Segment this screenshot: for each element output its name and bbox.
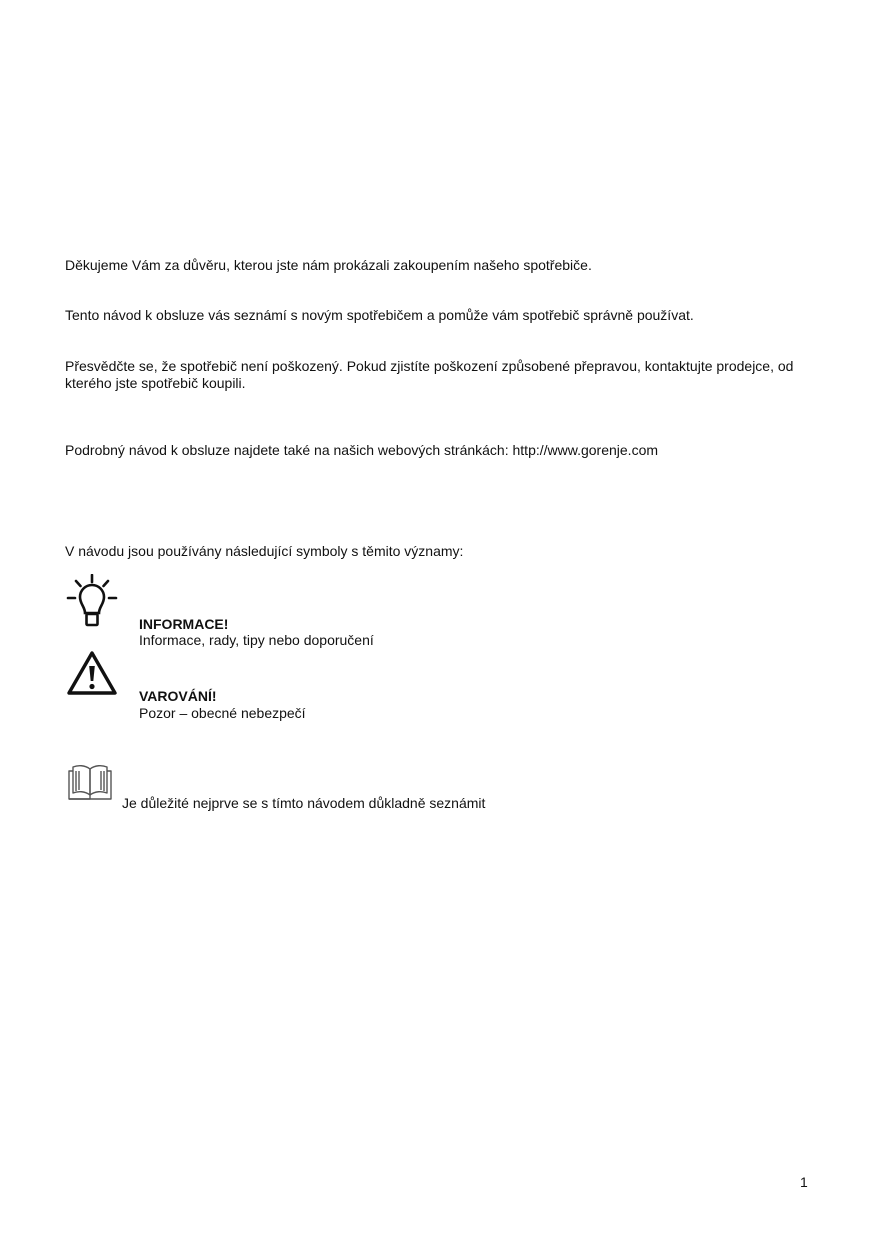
open-book-icon	[67, 763, 113, 801]
website-paragraph: Podrobný návod k obsluze najdete také na našich webových stránkách: http://www.gorenje.com	[65, 442, 659, 458]
symbols-intro-paragraph: V návodu jsou používány následující symboly s těmito významy:	[65, 543, 464, 559]
intro-paragraph: Tento návod k obsluze vás seznámí s novým spotřebičem a pomůže vám spotřebič správně používat.	[65, 307, 694, 323]
warning-symbol-description: Pozor – obecné nebezpečí	[139, 705, 306, 721]
damage-check-paragraph: Přesvědčte se, že spotřebič není poškozený. Pokud zjistíte poškození způsobené přepravou, kontaktujte prodejce, od kterého jste spotřebič koupili.	[65, 358, 794, 391]
warning-triangle-icon	[66, 650, 118, 696]
manual-read-note: Je důležité nejprve se s tímto návodem důkladně seznámit	[122, 795, 486, 811]
page-number: 1	[800, 1174, 808, 1190]
warning-symbol-title: VAROVÁNÍ!	[139, 688, 217, 704]
thanks-paragraph: Děkujeme Vám za důvěru, kterou jste nám prokázali zakoupením našeho spotřebiče.	[65, 257, 592, 273]
info-symbol-title: INFORMACE!	[139, 616, 229, 632]
lightbulb-icon	[66, 574, 118, 628]
info-symbol-description: Informace, rady, tipy nebo doporučení	[139, 632, 374, 648]
